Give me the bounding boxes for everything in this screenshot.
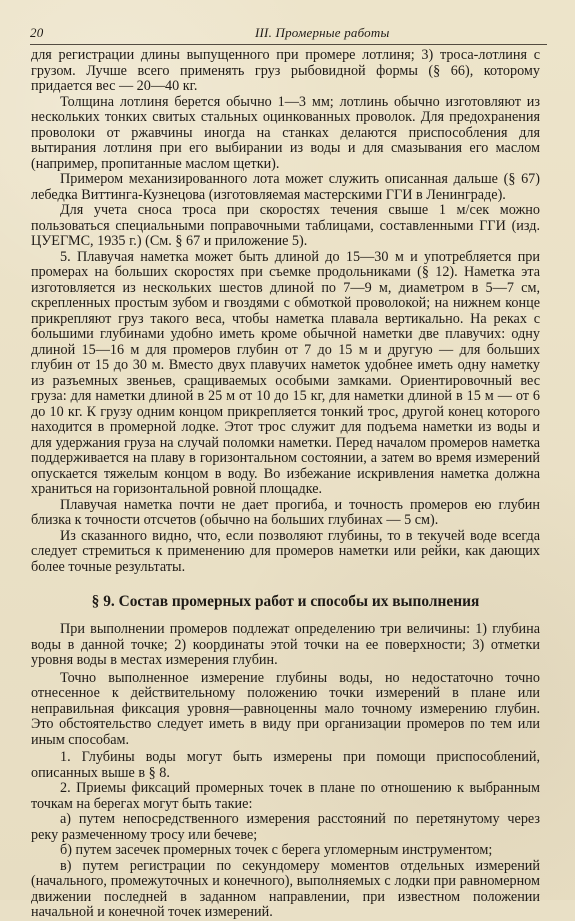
paragraph: Примером механизированного лота может служить описанная дальше (§ 67) лебедка Виттинга-Кузнецова (изготовляемая мастерскими ГГИ в Ленинграде).: [31, 171, 540, 203]
paragraph: Толщина лотлиня берется обычно 1—3 мм; лотлинь обычно изготовляют из нескольких тонких свитых стальных оцинкованных проволок. Для предохранения проволоки от ржавчины иногда на станках делаются приспособления для вытирания лотлиня при его выбирании из воды и для смазывания его маслом (например, пропитанные маслом щетки).: [31, 93, 540, 172]
page-body: [31, 48, 540, 921]
paragraph: 1. Глубины воды могут быть измерены при помощи приспособлений, описанных выше в § 8.: [31, 749, 540, 781]
paragraph: для регистрации длины выпущенного при промере лотлиня; 3) троса-лотлиня с грузом. Лучше всего применять груз рыбовидной формы (§ 66), которому придается вес — 20—40 кг.: [31, 47, 540, 94]
paragraph: Из сказанного видно, что, если позволяют глубины, то в текучей воде всегда следует стремиться к применению для промеров наметки или рейки, как дающих более точные результаты.: [31, 527, 540, 575]
page-number: 20: [30, 25, 44, 40]
paragraph: Плавучая наметка почти не дает прогиба, и точность промеров ею глубин близка к точности отсчетов (обычно на больших глубинах — 5 см).: [31, 496, 540, 528]
list-item: а) путем непосредственного измерения расстояний по перетянутому через реку размеченному тросу или бечеве;: [31, 811, 540, 843]
page-header: [30, 25, 547, 43]
list-item: б) путем засечек промерных точек с берега угломерным инструментом;: [60, 842, 493, 858]
paragraph: 5. Плавучая наметка может быть длиной до 15—30 м и употребляется при промерах на больших скоростях при съемке продольниками (§ 12). Наметка эта изготовляется из нескольких шестов длиной по 7—9 м, диаметром в 5—7 см, скрепленных простым зубом и гвоздями с обмоткой проволокой; на нижнем конце прикрепляют груз такого веса, чтобы наметка плавала вертикально. На реках с большими глубинами удобно иметь кроме обычной наметки две плавучих: одну длиной 15—16 м для промеров глубин от 7 до 15 м и другую — для больших глубин от 15 до 30 м. Вместо двух плавучих наметок удобнее иметь одну наметку из разъемных звеньев, сращиваемых особыми замками. Ориентировочный вес груза: для наметки длиной в 25 м от 10 до 15 кг, для наметки длиной в 15 м — от 6 до 10 кг. К грузу одним концом прикрепляется тонкий трос, другой конец которого находится в промерной лодке. Этот трос служит для подъема наметки из воды и для удержания груза на случай поломки наметки. Перед началом промеров наметка поддерживается на плаву в горизонтальном состоянии, а затем во время измерений опускается тяжелым концом в воду. Во избежание искривления наметка должна храниться на горизонтальной ровной площадке.: [31, 248, 540, 497]
section-9: [31, 593, 540, 921]
paragraph: При выполнении промеров подлежат определению три величины: 1) глубина воды в данной точке; 2) координаты этой точки на ее поверхности; 3) отметки уровня воды в местах измерения глубин.: [31, 621, 540, 668]
paragraph: Для учета сноса троса при скоростях течения свыше 1 м/сек можно пользоваться специальными поправочными таблицами, составленными ГГИ (изд. ЦУЕГМС, 1935 г.) (См. § 67 и приложение 5).: [31, 202, 540, 249]
paragraph: 2. Приемы фиксаций промерных точек в плане по отношению к выбранным точкам на берегах могут быть такие:: [31, 780, 540, 812]
header-rule: [30, 44, 547, 45]
section-title: § 9. Состав промерных работ и способы их выполнения: [91, 593, 480, 610]
paragraph: Точно выполненное измерение глубины воды, но недостаточно точно отнесенное к действительному положению точки измерений в плане или неправильная фиксация уровня—равноценны мало точному измерению глубин. Это обстоятельство следует иметь в виду при организации промеров по тем или иным способам.: [31, 669, 540, 748]
running-head: III. Промерные работы: [255, 25, 390, 40]
list-item: в) путем регистрации по секундомеру моментов отдельных измерений (начального, промежуточных и конечного), выполняемых с лодки при равномерном движении последней в заданном направлении, при известном положении начальной и конечной точек измерений.: [31, 857, 540, 920]
